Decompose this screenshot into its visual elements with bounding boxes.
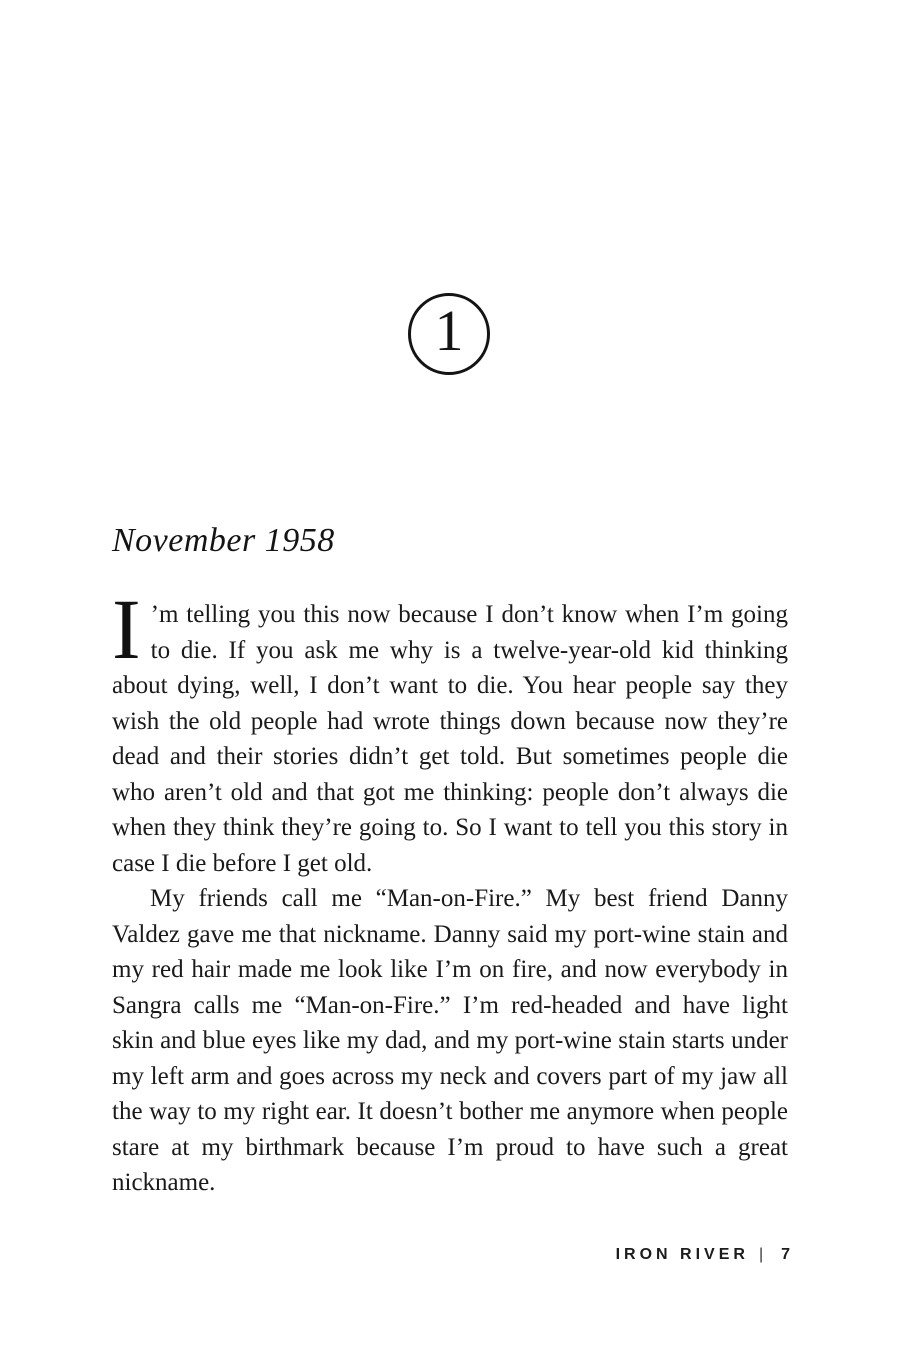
section-date-heading: November 1958 bbox=[112, 522, 335, 559]
drop-cap: I bbox=[112, 581, 141, 677]
opening-paragraph-text: ’m telling you this now because I don’t know when I’m going to die. If you ask me why is a twelve-year-old kid thinking about dying, well, I don’t want to die. You hear people say they wish the old people had wrote things down because now they’re dead and their stories didn’t get told. But sometimes people die who aren’t old and that got me thinking: people don’t always die when they think they’re going to. So I want to tell you this story in case I die before I get old. bbox=[112, 601, 788, 877]
opening-paragraph bbox=[112, 581, 788, 881]
second-paragraph: My friends call me “Man-on-Fire.” My best friend Danny Valdez gave me that nickname. Danny said my port-wine stain and my red hair made me look like I’m on fire, and now everybody in Sangra calls me “Man-on-Fire.” I’m red-headed and have light skin and blue eyes like my dad, and my port-wine stain starts under my left arm and goes across my neck and covers part of my jaw all the way to my right ear. It doesn’t bother me anymore when people stare at my birthmark because I’m proud to have such a great nickname. bbox=[112, 885, 788, 1196]
chapter-number-badge bbox=[408, 293, 490, 375]
running-footer bbox=[616, 1246, 790, 1264]
chapter-number: 1 bbox=[434, 298, 464, 363]
page-number: 7 bbox=[781, 1246, 790, 1263]
body-text-block bbox=[112, 581, 788, 1201]
footer-book-title: IRON RIVER bbox=[615, 1246, 749, 1263]
footer-separator: | bbox=[758, 1246, 768, 1263]
